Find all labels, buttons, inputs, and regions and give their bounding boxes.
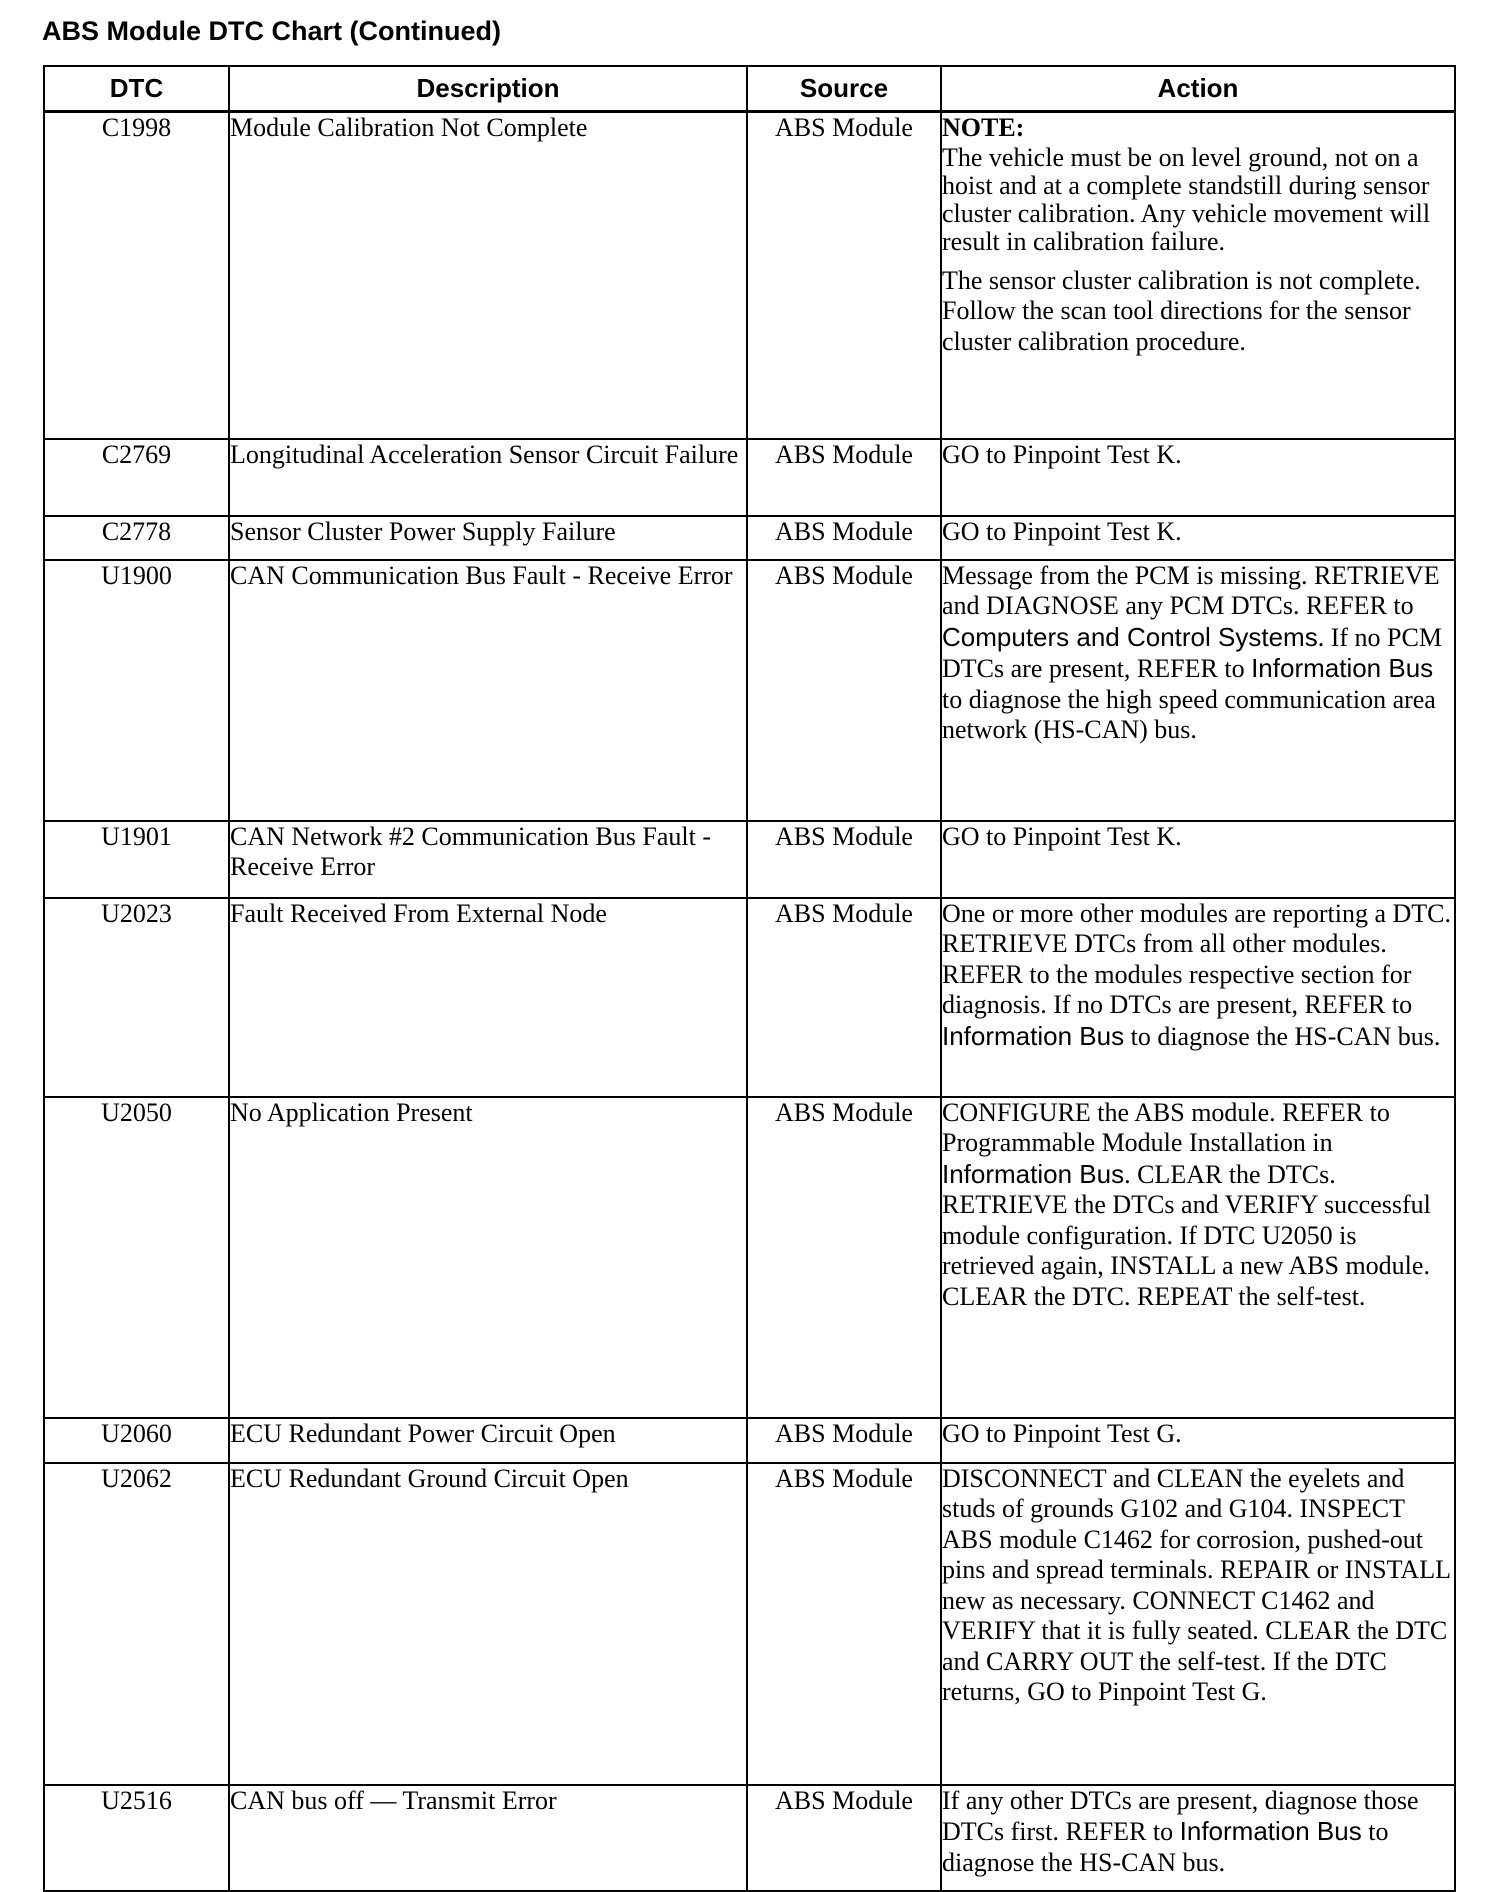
table-row — [44, 1418, 1455, 1463]
page-title: ABS Module DTC Chart (Continued) — [42, 16, 501, 46]
dtc-action — [941, 1097, 1455, 1418]
action-text: CONFIGURE the ABS module. REFER to Programmable Module Installation in — [942, 1097, 1390, 1157]
dtc-description: ECU Redundant Ground Circuit Open — [229, 1463, 747, 1785]
table-row — [44, 560, 1455, 821]
cross-reference-link[interactable]: Computers and Control Systems — [942, 621, 1318, 652]
action-text: to diagnose the HS-CAN bus. — [942, 1817, 1389, 1877]
dtc-action — [941, 560, 1455, 821]
note-text: The vehicle must be on level ground, not on a hoist and at a complete standstill during sensor cluster calibration. Any vehicle movement will result in calibration failure. — [942, 142, 1431, 256]
action-text: . CLEAR the DTCs. RETRIEVE the DTCs and VERIFY successful module configuration. If DTC U2050 is retrieved again, INSTALL a new ABS module. CLEAR the DTC. REPEAT the self-test. — [942, 1159, 1431, 1311]
dtc-code: U1901 — [44, 821, 229, 898]
action-text: Message from the PCM is missing. RETRIEVE and DIAGNOSE any PCM DTCs. REFER to — [942, 560, 1440, 620]
dtc-description: Sensor Cluster Power Supply Failure — [229, 516, 747, 560]
cross-reference-link[interactable]: Information Bus — [1251, 653, 1434, 683]
dtc-source: ABS Module — [747, 898, 941, 1097]
dtc-source: ABS Module — [747, 821, 941, 898]
action-text: One or more other modules are reporting a DTC. RETRIEVE DTCs from all other modules. REFER to the modules respective section for diagnosis. If no DTCs are present, REFER to — [942, 898, 1452, 1019]
dtc-action — [941, 112, 1455, 439]
dtc-code: U2050 — [44, 1097, 229, 1418]
dtc-description: CAN Network #2 Communication Bus Fault - Receive Error — [229, 821, 747, 898]
dtc-action: DISCONNECT and CLEAN the eyelets and studs of grounds G102 and G104. INSPECT ABS module C1462 for corrosion, pushed-out pins and spread terminals. REPAIR or INSTALL new as necessary. CONNECT C1462 and VERIFY that it is fully seated. CLEAR the DTC and CARRY OUT the self-test. If the DTC returns, GO to Pinpoint Test G. — [941, 1463, 1455, 1785]
dtc-action — [941, 898, 1455, 1097]
dtc-description: Longitudinal Acceleration Sensor Circuit Failure — [229, 439, 747, 516]
dtc-code: U2060 — [44, 1418, 229, 1463]
dtc-description: Fault Received From External Node — [229, 898, 747, 1097]
action-text: to diagnose the high speed communication area network (HS-CAN) bus. — [942, 684, 1436, 744]
dtc-action: GO to Pinpoint Test K. — [941, 821, 1455, 898]
table-row — [44, 439, 1455, 516]
dtc-description: Module Calibration Not Complete — [229, 112, 747, 439]
dtc-action: GO to Pinpoint Test K. — [941, 516, 1455, 560]
dtc-action: GO to Pinpoint Test G. — [941, 1418, 1455, 1463]
column-header-action: Action — [941, 66, 1455, 112]
table-row — [44, 898, 1455, 1097]
action-text: to diagnose the HS-CAN bus. — [1124, 1021, 1441, 1051]
table-row — [44, 1463, 1455, 1785]
dtc-action — [941, 1785, 1455, 1891]
dtc-action: GO to Pinpoint Test K. — [941, 439, 1455, 516]
table-row — [44, 821, 1455, 898]
table-row — [44, 516, 1455, 560]
action-text: If any other DTCs are present, diagnose those DTCs first. REFER to — [942, 1785, 1419, 1846]
cross-reference-link[interactable]: Information Bus — [1179, 1816, 1362, 1846]
dtc-description: ECU Redundant Power Circuit Open — [229, 1418, 747, 1463]
dtc-source: ABS Module — [747, 560, 941, 821]
dtc-description: No Application Present — [229, 1097, 747, 1418]
table-row — [44, 1097, 1455, 1418]
dtc-source: ABS Module — [747, 516, 941, 560]
dtc-source: ABS Module — [747, 439, 941, 516]
column-header-source: Source — [747, 66, 941, 112]
note-block — [942, 113, 1454, 256]
column-header-dtc: DTC — [44, 66, 229, 112]
dtc-code: U2023 — [44, 898, 229, 1097]
table-row — [44, 1785, 1455, 1891]
action-text: . If no PCM DTCs are present, REFER to — [942, 622, 1442, 683]
dtc-code: C1998 — [44, 112, 229, 439]
dtc-source: ABS Module — [747, 1418, 941, 1463]
dtc-code: C2778 — [44, 516, 229, 560]
cross-reference-link[interactable]: Information Bus — [942, 1020, 1125, 1051]
dtc-source: ABS Module — [747, 112, 941, 439]
dtc-code: C2769 — [44, 439, 229, 516]
table-header-row — [44, 66, 1455, 112]
note-label: NOTE: — [942, 113, 1025, 142]
dtc-description: CAN Communication Bus Fault - Receive Error — [229, 560, 747, 821]
dtc-code: U2516 — [44, 1785, 229, 1891]
dtc-source: ABS Module — [747, 1097, 941, 1418]
dtc-chart-table — [43, 65, 1456, 1892]
column-header-description: Description — [229, 66, 747, 112]
dtc-source: ABS Module — [747, 1785, 941, 1891]
dtc-description: CAN bus off — Transmit Error — [229, 1785, 747, 1891]
dtc-code: U1900 — [44, 560, 229, 821]
action-text: The sensor cluster calibration is not complete. Follow the scan tool directions for the sensor cluster calibration procedure. — [942, 265, 1421, 356]
dtc-code: U2062 — [44, 1463, 229, 1785]
dtc-source: ABS Module — [747, 1463, 941, 1785]
cross-reference-link[interactable]: Information Bus — [942, 1158, 1125, 1189]
table-row — [44, 112, 1455, 439]
